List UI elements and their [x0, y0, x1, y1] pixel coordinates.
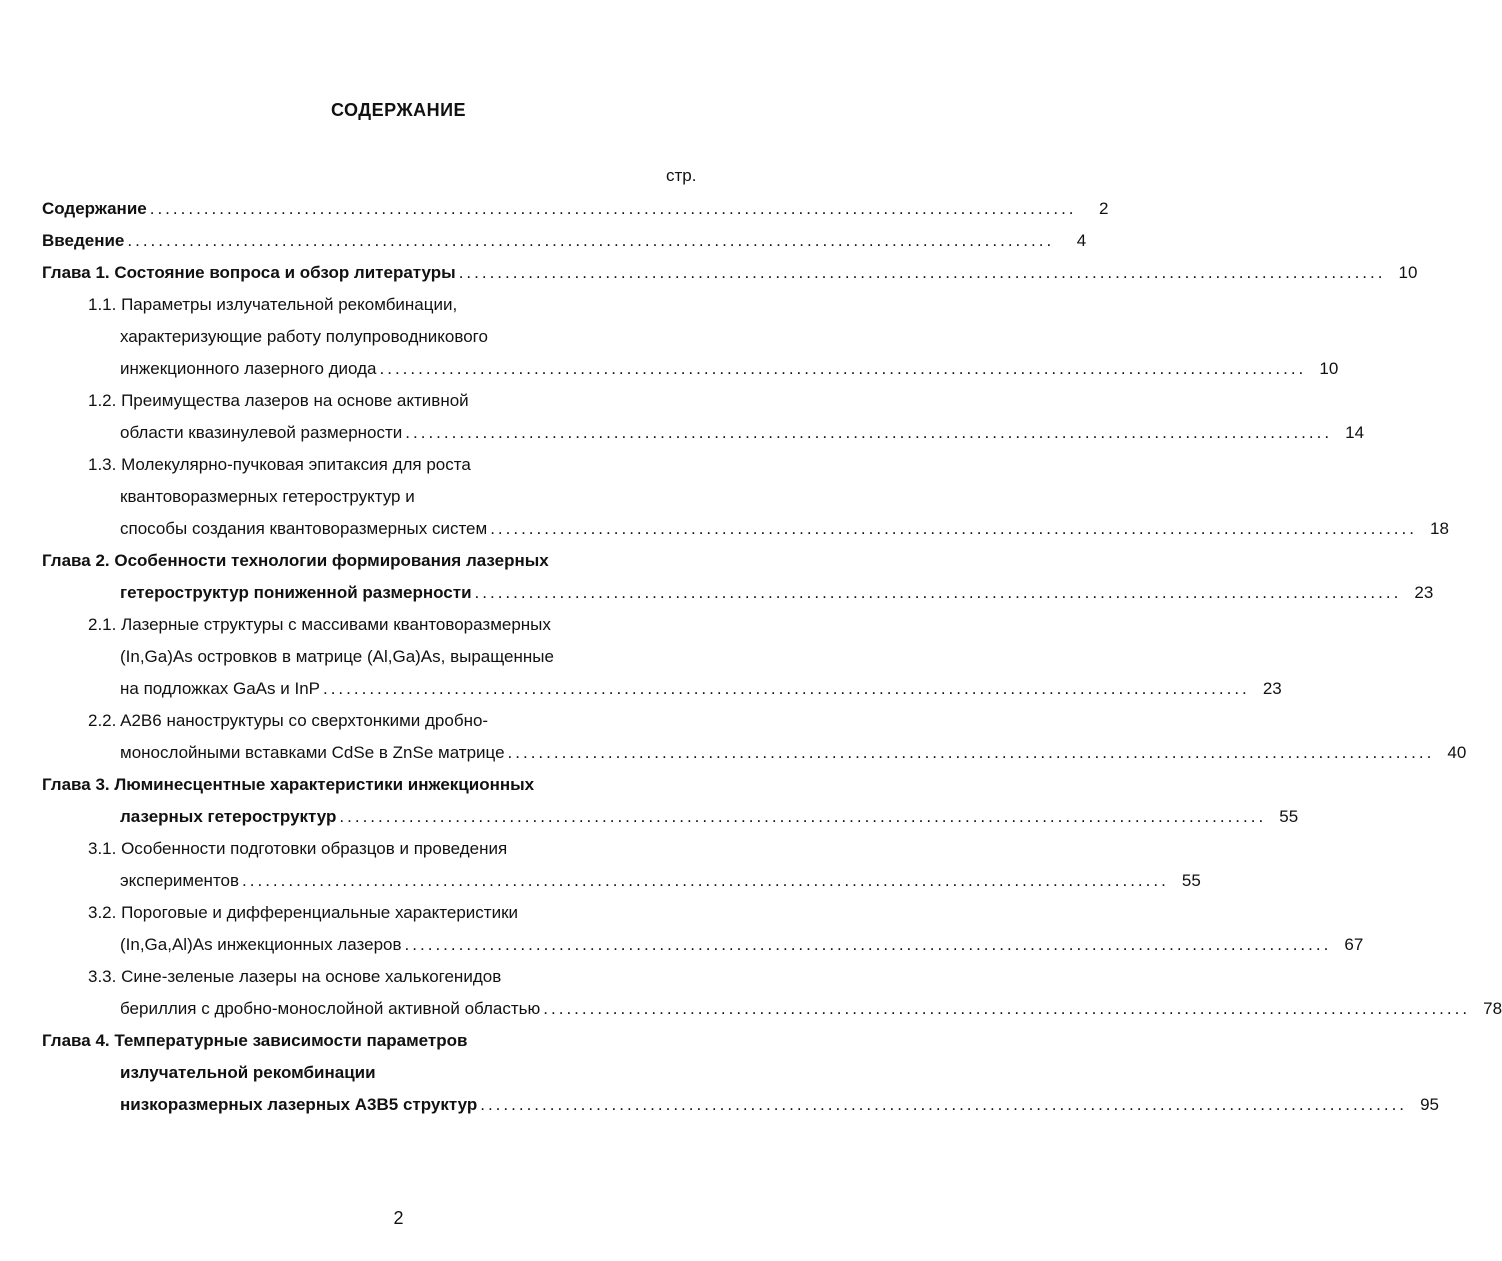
toc-entry-text: 3.3. Сине-зеленые лазеры на основе халькогенидов — [88, 967, 502, 986]
toc-entry-text: 1.2. Преимущества лазеров на основе активной — [88, 391, 469, 410]
toc-entry-text: (In,Ga,Al)As инжекционных лазеров — [120, 935, 402, 954]
toc-section-line — [120, 677, 1282, 701]
toc-entry-text: бериллия с дробно-монослойной активной областью — [120, 999, 541, 1018]
toc-page-number: 10 — [1319, 359, 1339, 378]
toc-entry-text: Содержание — [42, 199, 147, 218]
toc-chapter-line — [42, 1029, 467, 1053]
toc-entry-text: инжекционного лазерного диода — [120, 359, 377, 378]
toc-entry-text: лазерных гетероструктур — [120, 807, 337, 826]
dot-leader: ........................................................................................................................ — [322, 679, 1250, 698]
toc-section-line — [120, 485, 415, 509]
toc-entry-text: гетероструктур пониженной размерности — [120, 583, 472, 602]
toc-entry-text: монослойными вставками CdSe в ZnSe матрице — [120, 743, 505, 762]
dot-leader: ........................................................................................................................ — [405, 423, 1333, 442]
toc-page-number: 2 — [1099, 199, 1109, 218]
toc-page-number: 4 — [1076, 231, 1087, 250]
toc-page-number: 67 — [1344, 935, 1364, 954]
toc-page-number: 95 — [1420, 1095, 1440, 1114]
toc-chapter-line — [42, 261, 1418, 285]
toc-chapter-line — [120, 1093, 1440, 1117]
dot-leader: ........................................................................................................................ — [507, 743, 1435, 762]
toc-entry-text: Введение — [42, 231, 125, 250]
toc-entry-text: 3.1. Особенности подготовки образцов и проведения — [88, 839, 508, 858]
toc-entry-text: Глава 4. Температурные зависимости параметров — [42, 1031, 468, 1050]
toc-entry-text: Глава 3. Люминесцентные характеристики инжекционных — [42, 775, 535, 794]
dot-leader: ........................................................................................................................ — [480, 1095, 1408, 1114]
toc-chapter-line — [120, 1061, 376, 1085]
toc-section-line — [88, 901, 518, 925]
dot-leader: ........................................................................................................................ — [404, 935, 1332, 954]
toc-chapter-line — [120, 581, 1434, 605]
toc-entry-text: квантоворазмерных гетероструктур и — [120, 487, 415, 506]
toc-page-number: 23 — [1262, 679, 1282, 698]
toc-entry-text: 3.2. Пороговые и дифференциальные характеристики — [88, 903, 518, 922]
toc-section-line — [88, 453, 471, 477]
toc-section-line — [88, 613, 551, 637]
toc-page-number: 40 — [1447, 743, 1467, 762]
toc-entry-text: 1.3. Молекулярно-пучковая эпитаксия для роста — [88, 455, 471, 474]
dot-leader: ........................................................................................................................ — [490, 519, 1417, 538]
toc-entry-text: Глава 1. Состояние вопроса и обзор литературы — [42, 263, 456, 282]
dot-leader: ........................................................................................................................ — [379, 359, 1307, 378]
toc-entry-text: излучательной рекомбинации — [120, 1063, 376, 1082]
toc-entry-text: 2.2. A2B6 наноструктуры со сверхтонкими дробно- — [88, 711, 489, 730]
toc-section-line — [120, 517, 1449, 541]
toc-section-line — [88, 965, 501, 989]
toc-entry-text: 2.1. Лазерные структуры с массивами квантоворазмерных — [88, 615, 551, 634]
page-column-label: стр. — [666, 166, 697, 185]
toc-entry-text: на подложках GaAs и InP — [120, 679, 320, 698]
toc-section-line — [88, 709, 488, 733]
dot-leader: ........................................................................................................................ — [543, 999, 1471, 1018]
toc-chapter-line — [42, 229, 1087, 253]
toc-page-number: 78 — [1483, 999, 1502, 1018]
toc-entry-text: низкоразмерных лазерных A3B5 структур — [120, 1095, 478, 1114]
dot-leader: ........................................................................................................................ — [149, 199, 1077, 218]
footer-page-number: 2 — [393, 1208, 404, 1228]
toc-section-line — [120, 997, 1502, 1021]
dot-leader: ........................................................................................................................ — [127, 231, 1055, 250]
toc-section-line — [120, 357, 1339, 381]
toc-section-line — [120, 869, 1201, 893]
toc-entry-text: способы создания квантоворазмерных систем — [120, 519, 488, 538]
toc-section-line — [120, 741, 1467, 765]
toc-chapter-line — [42, 773, 534, 797]
dot-leader: ........................................................................................................................ — [339, 807, 1267, 826]
toc-entry-text: области квазинулевой размерности — [120, 423, 403, 442]
toc-section-line — [120, 933, 1364, 957]
toc-section-line — [120, 645, 554, 669]
toc-page-number: 14 — [1345, 423, 1365, 442]
toc-entry-text: 1.1. Параметры излучательной рекомбинации, — [88, 295, 458, 314]
toc-page-number: 55 — [1279, 807, 1299, 826]
dot-leader: ........................................................................................................................ — [458, 263, 1386, 282]
toc-section-line — [120, 421, 1365, 445]
toc-page-number: 23 — [1414, 583, 1434, 602]
dot-leader: ........................................................................................................................ — [242, 871, 1169, 890]
toc-section-line — [88, 837, 507, 861]
toc-chapter-line — [42, 197, 1109, 221]
toc-page-number: 55 — [1181, 871, 1201, 890]
toc-section-line — [120, 325, 488, 349]
toc-page-number: 18 — [1430, 519, 1449, 538]
toc-entry-text: (In,Ga)As островков в матрице (Al,Ga)As, выращенные — [120, 647, 554, 666]
toc-section-line — [88, 389, 469, 413]
toc-page-number: 10 — [1398, 263, 1418, 282]
toc-chapter-line — [120, 805, 1299, 829]
toc-chapter-line — [42, 549, 549, 573]
toc-section-line — [88, 293, 457, 317]
toc-entry-text: экспериментов — [120, 871, 240, 890]
dot-leader: ........................................................................................................................ — [474, 583, 1402, 602]
toc-entry-text: Глава 2. Особенности технологии формирования лазерных — [42, 551, 549, 570]
toc-entry-text: характеризующие работу полупроводникового — [120, 327, 488, 346]
page-title: СОДЕРЖАНИЕ — [330, 100, 467, 120]
